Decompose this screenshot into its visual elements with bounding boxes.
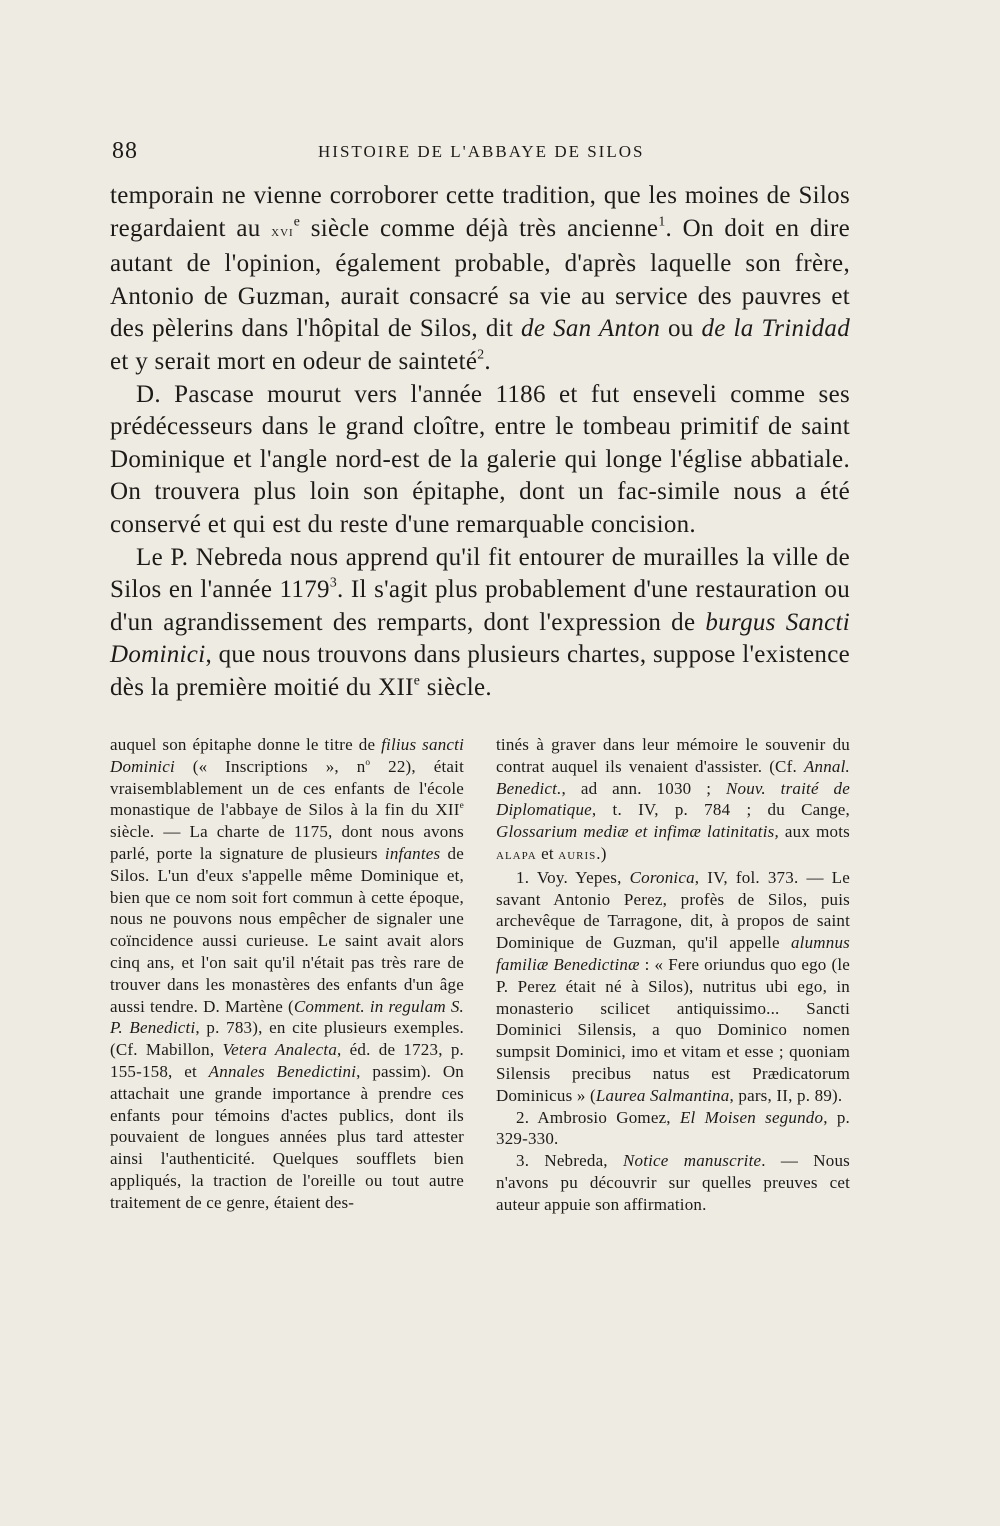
footnotes [110, 734, 850, 1216]
running-title: HISTOIRE DE L'ABBAYE DE SILOS [318, 142, 645, 161]
page-header [108, 136, 868, 172]
footnote-3: 3. Nebreda, Notice manuscrite. — Nous n'avons pu découvrir sur quelles preuves cet auteur appuie son affirmation. [496, 1151, 850, 1214]
paragraph-3: Le P. Nebreda nous apprend qu'il fit entourer de murailles la ville de Silos en l'année 1179$^3$. Il s'agit plus probablement d'une restauration ou d'un agrandissement des remparts, dont l'expression de burgus Sancti Dominici, que nous trouvons dans plusieurs chartes, suppose l'existence dès la première moitié du XIIe siècle. [110, 543, 850, 701]
paragraph-2: D. Pascase mourut vers l'année 1186 et fut enseveli comme ses prédécesseurs dans le grand cloître, entre le tombeau primitif de saint Dominique et l'angle nord-est de la galerie qui longe l'église abbatiale. On trouvera plus loin son épitaphe, dont un fac-simile nous a été conservé et qui est du reste d'une remarquable concision. [110, 380, 850, 538]
main-text [110, 180, 850, 705]
paragraph-1: temporain ne vienne corroborer cette tradition, que les moines de Silos regardaient au xvi$^e$ siècle comme déjà très ancienne$^1$. On doit en dire autant de l'opinion, également probable, d'après laquelle son frère, Antonio de Guzman, aurait consacré sa vie au service des pauvres et des pèlerins dans l'hôpital de Silos, dit de San Anton ou de la Trinidad et y serait mort en odeur de sainteté$^2$. [110, 182, 850, 375]
footnote-2: 2. Ambrosio Gomez, El Moisen segundo, p. 329-330. [496, 1107, 851, 1149]
footnote-continuation: auquel son épitaphe donne le titre de filius sancti Dominici (« Inscriptions », $n^o$ 22), était vraisemblablement un de ces enfants de l'école monastique de l'abbaye de Silos à la fin du XIIe siècle. — La charte de 1175, dont nous avons parlé, porte la signature de plusieurs infantes de Silos. L'un d'eux s'appelle même Dominique et, bien que ce nom soit fort commun à cette époque, nous ne pouvons nous empêcher de signaler une coïncidence aussi curieuse. Le saint avait alors cinq ans, et l'on sait qu'il n'était pas très rare de trouver dans les monastères des enfants d'un âge aussi tendre. D. Martène (Comment. in regulam S. P. Benedicti, p. 783), en cite plusieurs exemples. (Cf. Mabillon, Vetera Analecta, éd. de 1723, p. 155-158, et Annales Benedictini, passim). On attachait une grande importance à prendre ces enfants pour témoins d'actes publics, dont ils pouvaient de longues années plus tard attester ainsi l'authenticité. Quelques soufflets bien appliqués, la traction de l'oreille ou tout autre traitement de ce genre, étaient des- [110, 735, 464, 1212]
footnote-ref-1: 1 [658, 213, 666, 229]
page-number: 88 [112, 138, 138, 164]
footnote-1: 1. Voy. Yepes, Coronica, IV, fol. 373. — Le savant Antonio Perez, profès de Silos, puis archevêque de Tarragone, dit, à propos de saint Dominique de Guzman, qu'il appelle alumnus familiæ Benedictinæ : « Fere oriundus quo ego (le P. Perez était né à Silos), nutritus ubi ego, in monasterio scilicet antiquissimo... Sancti Dominici Silensis, a quo Dominico nomen sumpsit Dominici, imo et vitam et esse ; quoniam Silensis precibus natus est Prædicatorum Dominicus » (Laurea Salmantina, pars, II, p. 89). [496, 867, 851, 1105]
footnotes-left-column [110, 734, 464, 1216]
footnote-ref-2: 2 [477, 346, 485, 362]
footnotes-right-column [496, 734, 850, 1216]
footnote-ref-3: 3 [329, 574, 338, 590]
footnote-continuation-end: tinés à graver dans leur mémoire le souvenir du contrat auquel ils venaient d'assister. (Cf. Annal. Benedict., ad ann. 1030 ; Nouv. traité de Diplomatique, t. IV, p. 784 ; du Cange, Glossarium mediæ et infimæ latinitatis, aux mots alapa et auris.) [496, 735, 851, 863]
